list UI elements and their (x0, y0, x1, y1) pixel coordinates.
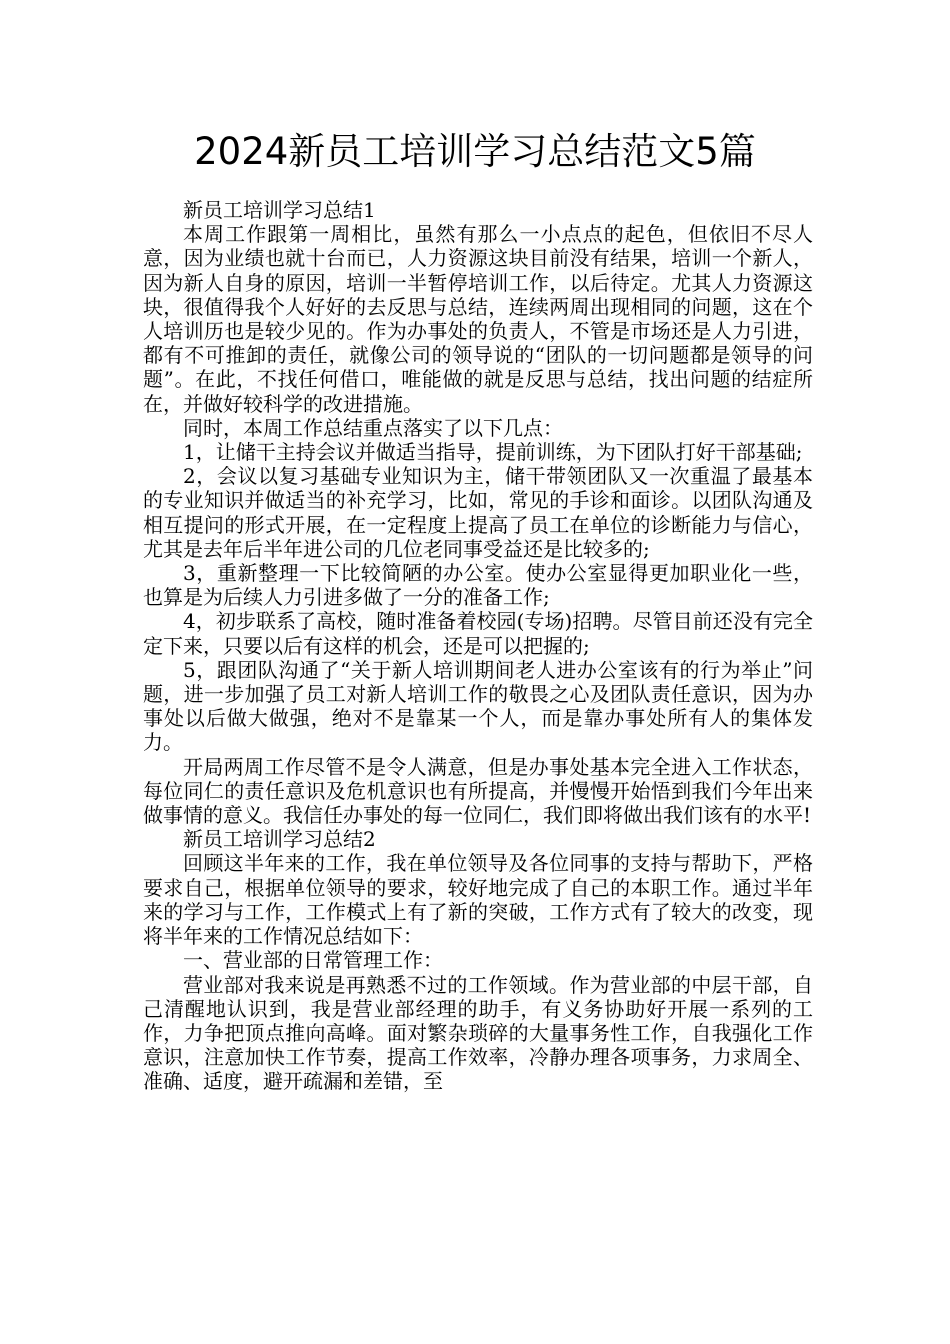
list-item-4: 4，初步联系了高校，随时准备着校园(专场)招聘。尽管目前还没有完全定下来，只要以后有这样的机会，还是可以把握的; (143, 609, 813, 658)
document-title: 2024新员工培训学习总结范文5篇 (194, 130, 756, 173)
section-heading-2: 新员工培训学习总结2 (183, 827, 376, 852)
list-item-5: 5，跟团队沟通了“关于新人培训期间老人进办公室该有的行为举止”问题，进一步加强了员工对新人培训工作的敬畏之心及团队责任意识，因为办事处以后做大做强，绝对不是靠某一个人，而是靠办事处所有人的集体发力。 (143, 657, 813, 755)
list-item-3: 3，重新整理一下比较简陋的办公室。使办公室显得更加职业化一些，也算是为后续人力引进多做了一分的准备工作; (143, 561, 813, 610)
document-body (143, 198, 813, 1094)
paragraph: 回顾这半年来的工作，我在单位领导及各位同事的支持与帮助下，严格要求自己，根据单位领导的要求，较好地完成了自己的本职工作。通过半年来的学习与工作，工作模式上有了新的突破，工作方式有了较大的改变，现将半年来的工作情况总结如下： (143, 851, 813, 949)
paragraph: 本周工作跟第一周相比，虽然有那么一小点点的起色，但依旧不尽人意，因为业绩也就十台而已，人力资源这块目前没有结果，培训一个新人，因为新人自身的原因，培训一半暂停培训工作，以后待定。尤其人力资源这块，很值得我个人好好的去反思与总结，连续两周出现相同的问题，这在个人培训历也是较少见的。作为办事处的负责人，不管是市场还是人力引进，都有不可推卸的责任，就像公司的领导说的“团队的一切问题都是领导的问题”。在此，不找任何借口，唯能做的就是反思与总结，找出问题的结症所在，并做好较科学的改进措施。 (143, 222, 813, 416)
section-heading-1: 新员工培训学习总结1 (183, 198, 376, 222)
list-item-2: 2，会议以复习基础专业知识为主，储干带领团队又一次重温了最基本的专业知识并做适当的补充学习，比如，常见的手诊和面诊。以团队沟通及相互提问的形式开展，在一定程度上提高了员工在单位的诊断能力与信心，尤其是去年后半年进公司的几位老同事受益还是比较多的; (143, 464, 813, 561)
paragraph: 开局两周工作尽管不是令人满意，但是办事处基本完全进入工作状态，每位同仁的责任意识及危机意识也有所提高，并慢慢开始悟到我们今年出来做事情的意义。我信任办事处的每一位同仁，我们即将做出我们该有的水平! (143, 754, 813, 828)
paragraph: 同时，本周工作总结重点落实了以下几点： (183, 415, 563, 440)
subsection-heading: 一、营业部的日常管理工作： (183, 948, 443, 973)
list-item-1: 1，让储干主持会议并做适当指导，提前训练，为下团队打好干部基础; (183, 440, 803, 465)
paragraph: 营业部对我来说是再熟悉不过的工作领域。作为营业部的中层干部，自己清醒地认识到，我是营业部经理的助手，有义务协助好开展一系列的工作，力争把顶点推向高峰。面对繁杂琐碎的大量事务性工作，自我强化工作意识，注意加快工作节奏，提高工作效率，冷静办理各项事务，力求周全、准确、适度，避开疏漏和差错，至 (143, 972, 813, 1094)
